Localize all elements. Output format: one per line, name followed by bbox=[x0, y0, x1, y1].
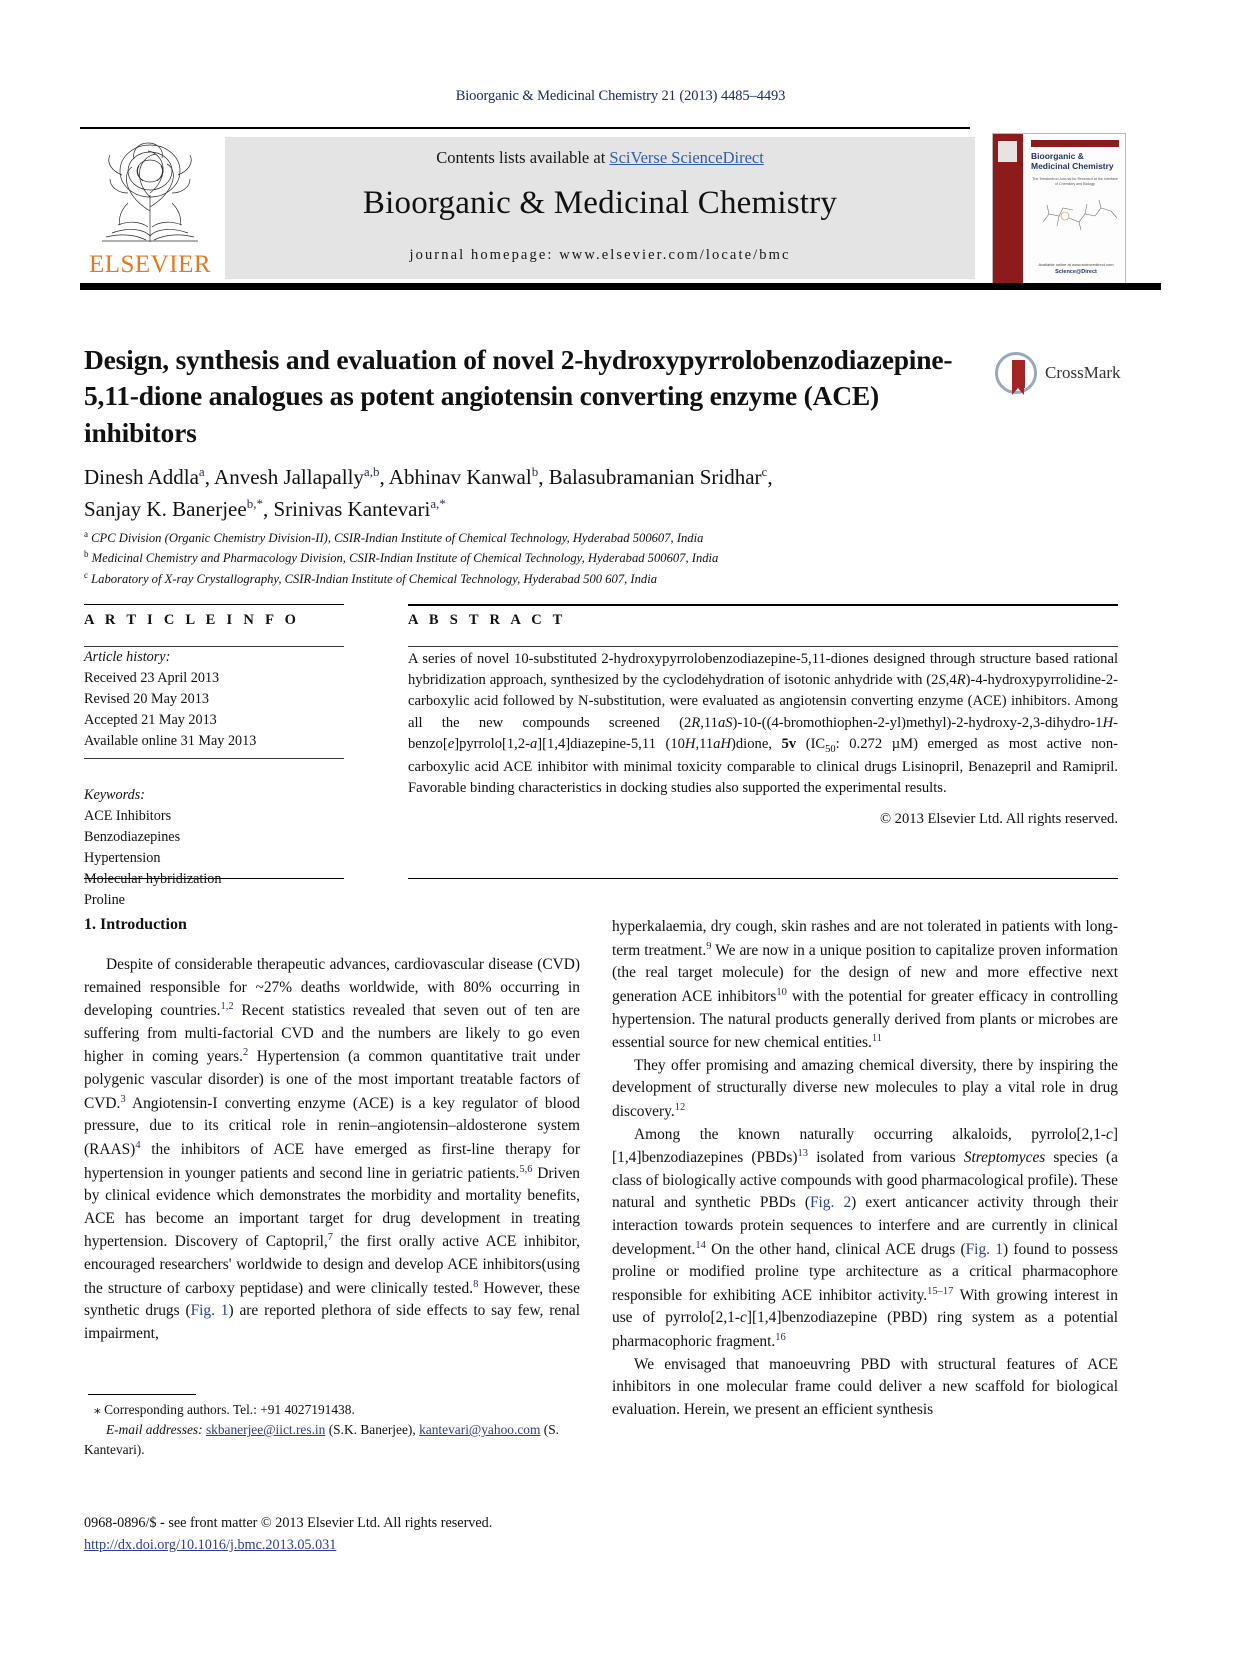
abstract-rule-bottom bbox=[408, 878, 1118, 879]
asterisk-icon: ⁎ bbox=[94, 1402, 101, 1417]
footnote-separator bbox=[88, 1394, 196, 1395]
history-item: Available online 31 May 2013 bbox=[84, 732, 257, 749]
contents-prefix: Contents lists available at bbox=[436, 148, 610, 167]
cover-top-bar bbox=[1031, 140, 1119, 147]
cover-spine-logo bbox=[998, 141, 1017, 162]
paragraph: We envisaged that manoeuvring PBD with structural features of ACE inhibitors in one molecular frame could deliver a new scaffold for biological evaluation. Herein, we present an efficient synthesis bbox=[612, 1355, 1118, 1418]
affiliation-marker: c bbox=[84, 569, 88, 580]
author-name: Sanjay K. Banerjee bbox=[84, 496, 247, 521]
cover-spine bbox=[993, 134, 1023, 286]
keyword-item: Proline bbox=[84, 891, 125, 908]
journal-cover-thumbnail bbox=[992, 133, 1126, 287]
info-rule-top bbox=[84, 604, 344, 605]
masthead-bottom-rule bbox=[80, 283, 1161, 290]
affiliation-item bbox=[84, 548, 984, 568]
journal-masthead bbox=[80, 127, 1161, 292]
front-matter-line: 0968-0896/$ - see front matter © 2013 Elsevier Ltd. All rights reserved. bbox=[84, 1515, 493, 1531]
journal-homepage[interactable]: journal homepage: www.elsevier.com/locate/bmc bbox=[409, 247, 791, 263]
crossmark-badge[interactable] bbox=[995, 352, 1145, 396]
keyword-item: Hypertension bbox=[84, 850, 161, 866]
history-item: Received 23 April 2013 bbox=[84, 669, 220, 686]
body-left-column bbox=[84, 916, 580, 1345]
author-line-2: Sanjay K. Banerjee$^{b,*}$, Srinivas Kantevari$^{a,*}$ bbox=[84, 495, 446, 521]
email-label: E-mail addresses: bbox=[106, 1422, 203, 1438]
article-info-column bbox=[84, 612, 344, 911]
keywords-label: Keywords: bbox=[84, 787, 145, 804]
article-info-heading: A R T I C L E I N F O bbox=[84, 612, 300, 628]
journal-title: Bioorganic & Medicinal Chemistry bbox=[362, 185, 838, 221]
author-affil-marker: b bbox=[531, 464, 539, 479]
masthead-top-rule bbox=[80, 127, 970, 129]
elsevier-wordmark: ELSEVIER bbox=[88, 251, 212, 278]
author-affil-marker: b,* bbox=[246, 495, 263, 511]
cover-footer-label: Available online at www.sciencedirect.com bbox=[1038, 261, 1114, 267]
cover-footer bbox=[1031, 261, 1121, 278]
paragraph: Despite of considerable therapeutic advances, cardiovascular disease (CVD) remained responsible for ~27% deaths worldwide, with 80% occurring in developing countries.$^{1,2}$ Recent statistics revealed that seven out of ten are suffering from multi-factorial CVD and the numbers are likely to go even higher in coming years.$^2$ Hypertension (a common quantitative trait under polygenic vascular disorder) is one of the most important treatable factors of CVD.$^3$ Angiotensin-I converting enzyme (ACE) is a key regulator of blood pressure, due to its critical role in renin–angiotensin–aldosterone system (RAAS)$^4$ the inhibitors of ACE have emerged as first-line therapy for hypertension in younger patients and second line in geriatric patients.$^{5,6}$ Driven by clinical evidence which demonstrates the morbidity and mortality benefits, ACE has become an important target for drug development in treating hypertension. Discovery of Captopril,$^7$ the first orally active ACE inhibitor, encouraged researchers' worldwide to design and develop ACE inhibitors(using the structure of carboxy peptidase) and were clinically tested.$^8$ However, these synthetic drugs (Fig. 1) are reported plethora of side effects to say few, renal impairment, bbox=[84, 956, 581, 1342]
sciencedirect-link[interactable]: SciVerse ScienceDirect bbox=[609, 148, 764, 167]
keyword-item: Molecular hybridization bbox=[84, 870, 222, 887]
affiliation-item bbox=[84, 569, 984, 589]
email-note bbox=[84, 1420, 584, 1460]
crossmark-label: CrossMark bbox=[1045, 363, 1121, 382]
affiliation-text: CPC Division (Organic Chemistry Division-II), CSIR-Indian Institute of Chemical Technology, Hyderabad 500607, India bbox=[91, 531, 704, 546]
abstract-copyright: © 2013 Elsevier Ltd. All rights reserved. bbox=[879, 811, 1118, 828]
author-name: Dinesh Addla bbox=[84, 465, 199, 489]
keyword-item: Benzodiazepines bbox=[84, 829, 181, 846]
crossmark-icon bbox=[995, 352, 1037, 394]
section-heading-introduction: 1. Introduction bbox=[84, 916, 187, 933]
elsevier-tree-icon bbox=[88, 137, 212, 249]
keyword-item: ACE Inhibitors bbox=[84, 808, 172, 825]
author-name: Abhinav Kanwal bbox=[388, 465, 532, 489]
abstract-text: A series of novel 10-substituted 2-hydroxypyrrolobenzodiazepine-5,11-diones designed through structure based rational hybridization approach, synthesized by the cyclodehydration of isotonic anhydride with (2S,4R)-4-hydroxypyrrolidine-2-carboxylic acid followed by N-substitution, were evaluated as angiotensin converting enzyme (ACE) inhibitors. Among all the new compounds screened (2R,11aS)-10-((4-bromothiophen-2-yl)methyl)-2-hydroxy-2,3-dihydro-1H-benzo[e]pyrrolo[1,2-a][1,4]diazepine-5,11 (10H,11aH)dione, 5v ($IC_{50}$: 0.272 µM) emerged as most active non-carboxylic acid ACE inhibitor with minimal toxicity comparable to clinical drugs Lisinopril, Benazepril and Ramipril. Favorable binding characteristics in docking studies also supported the experimental results. bbox=[408, 651, 1118, 797]
email-owner-banerjee: (S.K. Banerjee), bbox=[328, 1422, 416, 1438]
cover-subtitle: The Tetrahedron Journal for Research at the Interface of Chemistry and Biology bbox=[1032, 177, 1118, 187]
running-head: Bioorganic & Medicinal Chemistry 21 (2013) 4485–4493 bbox=[455, 88, 786, 104]
author-name: Srinivas Kantevari bbox=[273, 496, 431, 521]
footnotes bbox=[84, 1400, 584, 1460]
paragraph: Among the known naturally occurring alkaloids, pyrrolo[2,1-c][1,4]benzodiazepines (PBDs)$^{13}$ isolated from various Streptomyces species (a class of biologically active compounds with good pharmacological profile). These natural and synthetic PBDs (Fig. 2) exert anticancer activity through their interaction towards protein sequences to interfere and are currently in clinical development.$^{14}$ On the other hand, clinical ACE drugs (Fig. 1) found to possess proline or modified proline type architecture as a critical pharmacophore responsible for exhibiting ACE inhibitor activity.$^{15-17}$ With growing interest in use of pyrrolo[2,1-c][1,4]benzodiazepine (PBD) ring system as a potential pharmacophoric fragment.$^{16}$ bbox=[612, 1125, 1118, 1351]
abstract-rule-top bbox=[408, 604, 1118, 606]
author-affil-marker: c bbox=[761, 464, 768, 479]
affiliation-marker: b bbox=[84, 549, 89, 560]
corresponding-author-text: Corresponding authors. Tel.: +91 4027191438. bbox=[104, 1402, 355, 1417]
paragraph: They offer promising and amazing chemical diversity, there by inspiring the development of structurally diverse new molecules to play a vital role in drug discovery.$^{12}$ bbox=[612, 1056, 1118, 1120]
keywords-block bbox=[84, 785, 344, 910]
corresponding-author-note bbox=[84, 1400, 584, 1420]
email-owner-kantevari: (S. Kantevari). bbox=[84, 1422, 559, 1458]
doi-link[interactable]: http://dx.doi.org/10.1016/j.bmc.2013.05.031 bbox=[84, 1537, 337, 1553]
author-affil-marker: a,b bbox=[363, 464, 380, 479]
history-item: Revised 20 May 2013 bbox=[84, 690, 209, 707]
history-item: Accepted 21 May 2013 bbox=[84, 711, 217, 728]
cover-footer-name: Science@Direct bbox=[1055, 269, 1097, 276]
affiliation-text: Laboratory of X-ray Crystallography, CSIR-Indian Institute of Chemical Technology, Hyderabad 500 607, India bbox=[91, 571, 658, 586]
body-right-column bbox=[612, 916, 1118, 1421]
author-name: Balasubramanian Sridhar bbox=[548, 465, 762, 489]
elsevier-logo bbox=[80, 137, 220, 279]
email-link-banerjee[interactable]: skbanerjee@iict.res.in bbox=[205, 1422, 326, 1438]
author-line-1: Dinesh Addla$^a$, Anvesh Jallapally$^{a,b}$, Abhinav Kanwal$^b$, Balasubramanian Sridhar$^c$, bbox=[84, 464, 773, 489]
abstract-heading: A B S T R A C T bbox=[408, 612, 567, 628]
affiliation-item bbox=[84, 528, 984, 548]
author-list bbox=[84, 462, 984, 525]
article-history-block bbox=[84, 647, 344, 751]
author-affil-marker: a,* bbox=[430, 495, 446, 511]
paragraph: hyperkalaemia, dry cough, skin rashes and are not tolerated in patients with long-term treatment.$^9$ We are now in a unique position to capitalize proven information (the real target molecule) for the design of new and more effective next generation ACE inhibitors$^{10}$ with the potential for greater efficacy in controlling hypertension. The natural products generally derived from plants or microbes are essential source for new chemical entities.$^{11}$ bbox=[612, 918, 1118, 1052]
cover-title: Bioorganic & Medicinal Chemistry bbox=[1031, 151, 1114, 171]
affiliations bbox=[84, 528, 984, 589]
email-link-kantevari[interactable]: kantevari@yahoo.com bbox=[419, 1422, 541, 1438]
journal-band bbox=[225, 137, 975, 279]
article-history-label: Article history: bbox=[84, 649, 171, 665]
contents-available-line bbox=[225, 148, 975, 168]
crossmark-ribbon-icon bbox=[1012, 360, 1025, 388]
author-affil-marker: a bbox=[198, 464, 205, 479]
abstract-column bbox=[408, 612, 1118, 828]
page-title: Design, synthesis and evaluation of novel 2-hydroxypyrrolobenzodiazepine-5,11-dione analogues as potent angiotensin converting enzyme (ACE) inhibitors bbox=[84, 344, 953, 448]
front-matter-block bbox=[84, 1512, 644, 1556]
affiliation-text: Medicinal Chemistry and Pharmacology Division, CSIR-Indian Institute of Chemical Technology, Hyderabad 500607, India bbox=[91, 551, 719, 566]
author-name: Anvesh Jallapally bbox=[214, 465, 364, 489]
cover-structure-artwork bbox=[1035, 196, 1121, 236]
affiliation-marker: a bbox=[84, 529, 88, 539]
title-block bbox=[84, 342, 964, 451]
